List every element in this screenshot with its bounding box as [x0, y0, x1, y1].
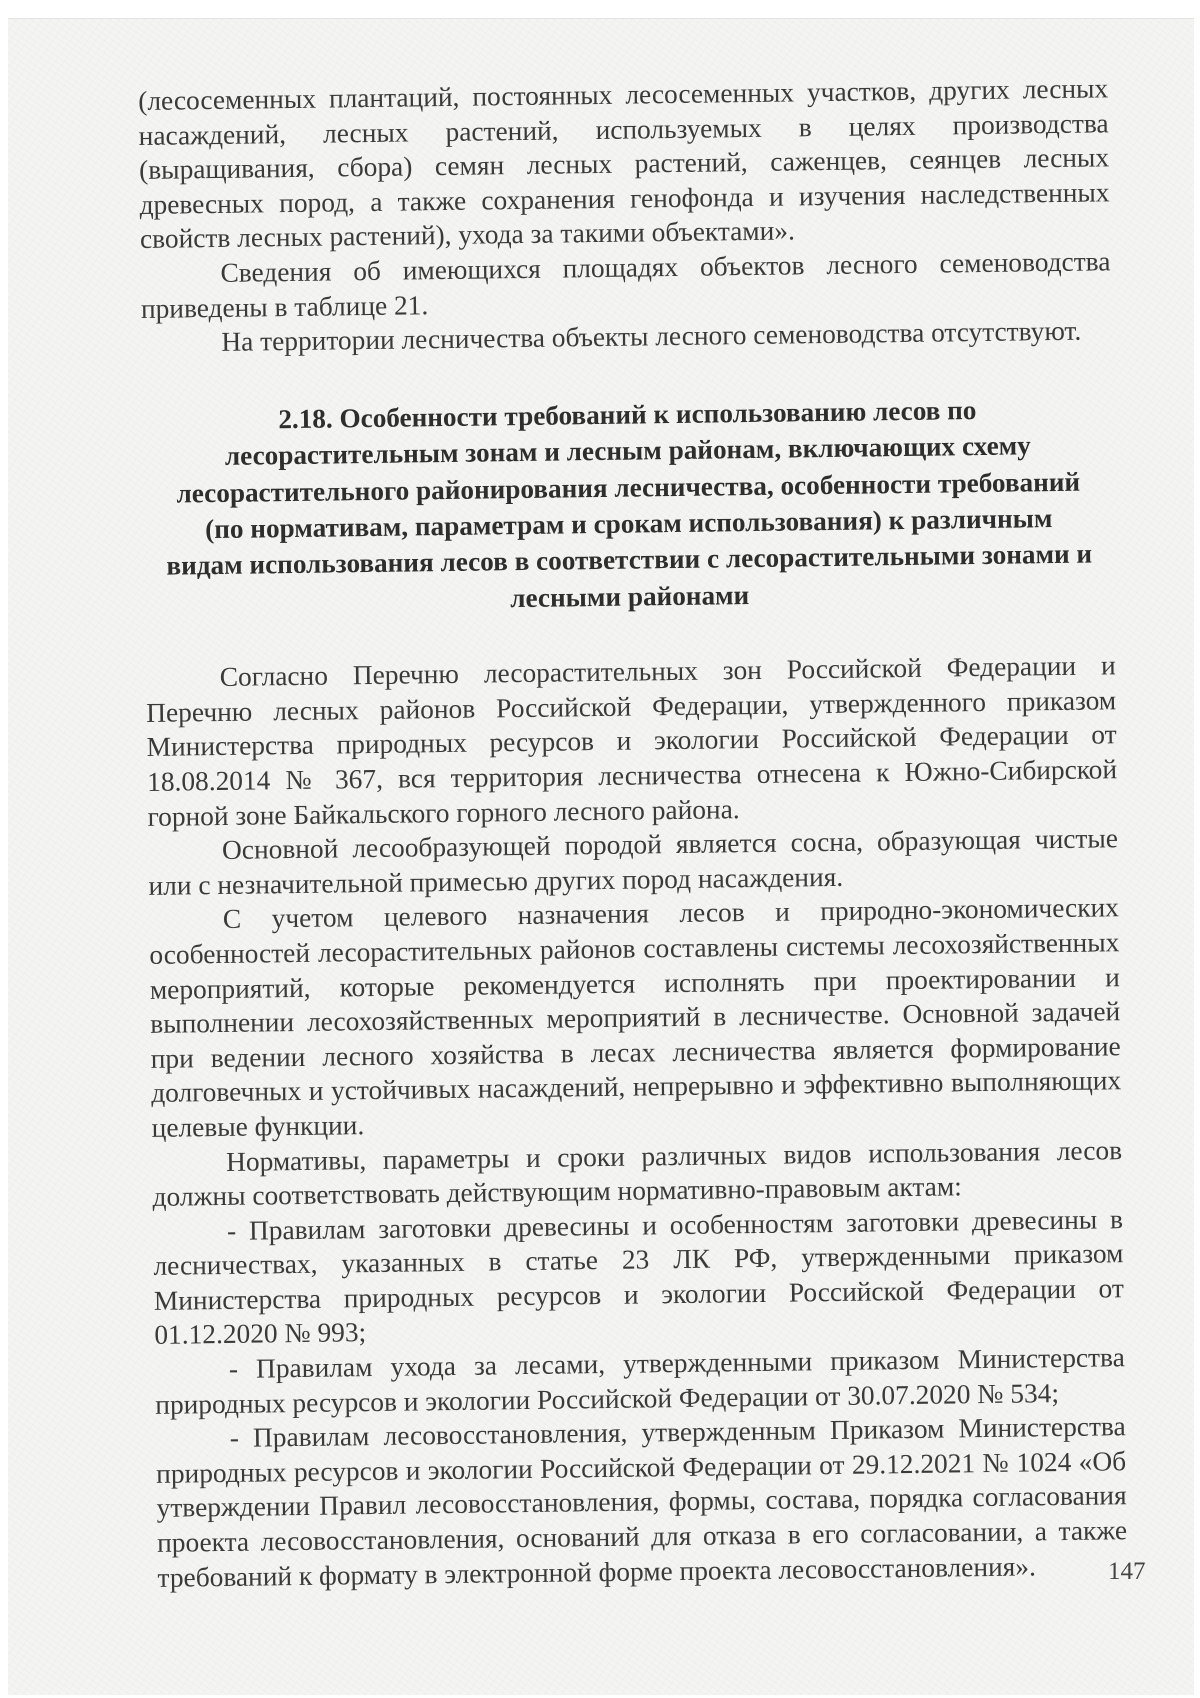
paragraph-main-species: Основной лесообразующей породой является сосна, образующая чистые или с незначительной примесью других пород насаждения. [148, 823, 1119, 901]
paragraph-zones-list: Согласно Перечню лесорастительных зон Российской Федерации и Перечню лесных районов Российской Федерации, утвержденного приказом Министерства природных ресурсов и экологии Российской Федерации от 18.08.2014 № 367, вся территория лесничества отнесена к Южно-Сибирской горной зоне Байкальского горного лесного района. [146, 650, 1118, 832]
paragraph-no-seed-objects: На территории лесничества объекты лесного семеноводства отсутствуют. [221, 315, 1082, 358]
page-number: 147 [1108, 1558, 1146, 1585]
paragraph-norms-intro: Нормативы, параметры и сроки различных видов использования лесов должны соответствовать действующим нормативно-правовым актам: [152, 1134, 1123, 1212]
page-content [138, 71, 1128, 1595]
paragraph-continuation: (лесосеменных плантаций, постоянных лесосеменных участков, других лесных насаждений, лесных растений, используемых в целях производства (выращивания, сбора) семян лесных растений, саженцев, сеянцев лесных древесных пород, а также сохранения генофонда и изучения наследственных свойств лесных растений), ухода за такими объектами». [138, 73, 1110, 255]
section-heading: 2.18. Особенности требований к использованию лесов по лесорастительным зонам и лесным районам, включающих схему лесорастительного районирования лесничества, особенности требований (по нормативам, параметрам и срокам использования) к различным видам использования лесов в соответствии с лесорастительными зонами и лесными районами [166, 394, 1093, 613]
list-item-reforestation-rules: - Правилам лесовосстановления, утвержденным Приказом Министерства природных ресурсов и экологии Российской Федерации от 29.12.2021 № 1024 «Об утверждении Правил лесовосстановления, формы, состава, порядка согласования проекта лесовосстановления, оснований для отказа в его согласовании, а также требований к формату в электронной форме проекта лесовосстановления». [155, 1411, 1128, 1593]
paragraph-seed-areas: Сведения об имеющихся площадях объектов лесного семеноводства приведены в таблице 21. [140, 246, 1111, 324]
list-item-care-rules: - Правилам ухода за лесами, утвержденными приказом Министерства природных ресурсов и экологии Российской Федерации от 30.07.2020 № 534; [155, 1342, 1125, 1420]
list-item-logging-rules: - Правилам заготовки древесины и особенностям заготовки древесины в лесничествах, указанных в статье 23 ЛК РФ, утвержденными приказом Министерства природных ресурсов и экологии Российской Федерации от 01.12.2020 № 993; [153, 1203, 1125, 1351]
paragraph-forestry-systems: С учетом целевого назначения лесов и природно-экономических особенностей лесорастительных районов составлены системы лесохозяйственных мероприятий, которые рекомендуется исполнять при проектировании и выполнении лесохозяйственных мероприятий в лесничестве. Основной задачей при ведении лесного хозяйства в лесах лесничества является формирование долговечных и устойчивых насаждений, непрерывно и эффективно выполняющих целевые функции. [149, 892, 1122, 1143]
